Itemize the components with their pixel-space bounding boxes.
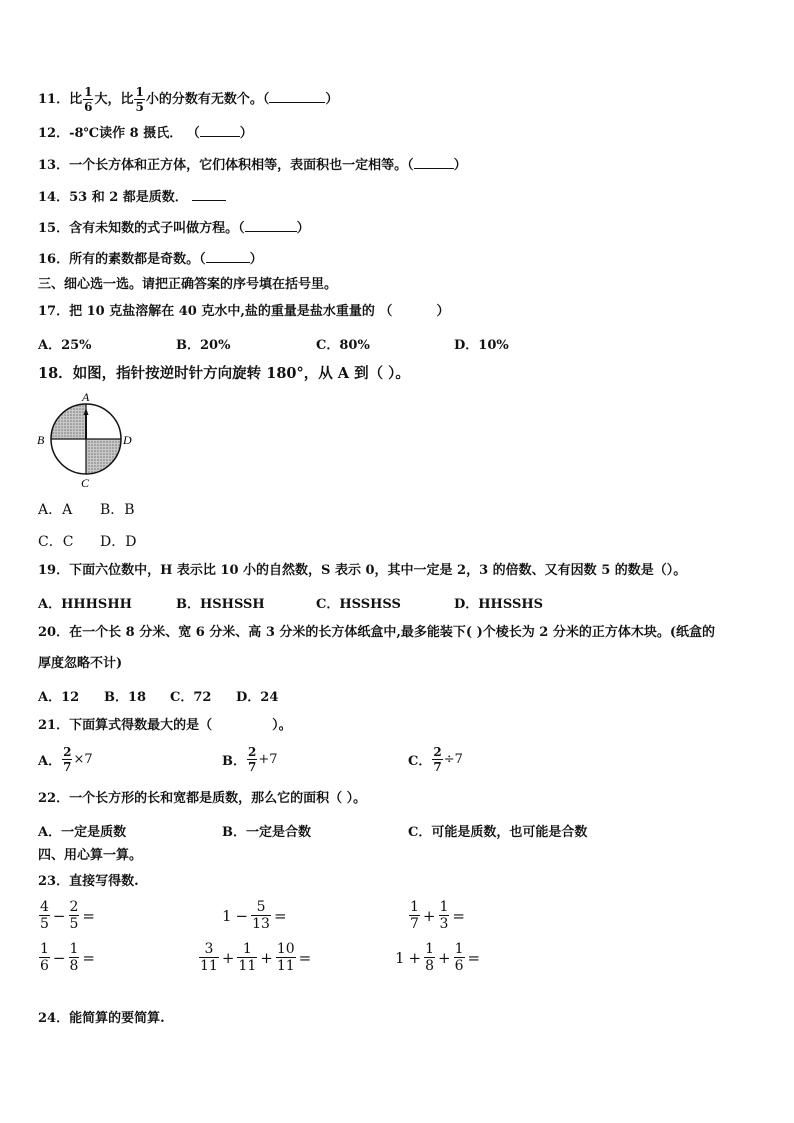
question-24: 24．能简算的要简算. xyxy=(38,1011,165,1026)
expression-3: $\frac{1}{7}$ + $\frac{1}{3}$ = xyxy=(410,899,465,932)
option-a[interactable]: A．12 xyxy=(38,690,80,705)
option-b[interactable]: B．HSHSSH xyxy=(176,597,265,612)
label-c: C xyxy=(81,476,90,490)
question-21: 21．下面算式得数最大的是（ ）。 xyxy=(38,718,292,733)
section-heading-3: 三、细心选一选。请把正确答案的序号填在括号里。 xyxy=(38,277,338,292)
question-23: 23．直接写得数. xyxy=(38,874,139,889)
option-d[interactable]: D．24 xyxy=(236,690,279,705)
option-c[interactable]: C．可能是质数，也可能是合数 xyxy=(408,825,588,840)
expression-6: 1 + $\frac{1}{8}$ + $\frac{1}{6}$ = xyxy=(395,941,481,974)
answer-blank[interactable] xyxy=(192,188,226,201)
option-a[interactable]: A． $\frac{2}{7}$ ×7 xyxy=(38,745,93,774)
question-14: 14．53 和 2 都是质数． xyxy=(38,188,226,207)
question-20-continued: 厚度忽略不计) xyxy=(38,656,123,671)
question-12: 12．-8℃读作 8 摄氏． （ ） xyxy=(38,126,253,141)
expression-1: $\frac{4}{5}$ − $\frac{2}{5}$ = xyxy=(40,899,95,932)
option-c[interactable]: C．80% xyxy=(316,338,370,353)
fraction-two-sevenths: $\frac{2}{7}$ xyxy=(433,745,442,774)
question-number: 11． xyxy=(38,92,70,107)
option-c[interactable]: C．C xyxy=(38,534,74,550)
option-b[interactable]: B．20% xyxy=(176,338,231,353)
fraction-one-fifth: $\frac{1}{5}$ xyxy=(135,85,144,114)
label-a: A xyxy=(82,390,90,404)
option-d[interactable]: D．10% xyxy=(454,338,509,353)
question-13: 13．一个长方体和正方体，它们体积相等，表面积也一定相等。（ ） xyxy=(38,158,467,173)
option-b[interactable]: B． $\frac{2}{7}$ +7 xyxy=(222,745,278,774)
question-20: 20．在一个长 8 分米、宽 6 分米、高 3 分米的长方体纸盒中,最多能装下( )个棱长为 2 分米的正方体木块。(纸盒的 xyxy=(38,625,715,640)
answer-blank[interactable] xyxy=(414,156,454,169)
question-17: 17．把 10 克盐溶解在 40 克水中,盐的重量是盐水重量的 （ ） xyxy=(38,304,450,319)
expression-4: $\frac{1}{6}$ − $\frac{1}{8}$ = xyxy=(40,941,95,974)
expression-5: $\frac{3}{11}$ + $\frac{1}{11}$ + $\frac{10}{11}$ = xyxy=(200,941,312,974)
fraction-one-sixth: $\frac{1}{6}$ xyxy=(84,85,93,114)
section-heading-4: 四、用心算一算。 xyxy=(38,848,143,863)
expression-2: 1 − $\frac{5}{13}$ = xyxy=(222,899,287,932)
fraction-two-sevenths: $\frac{2}{7}$ xyxy=(248,745,257,774)
option-c[interactable]: C．HSSHSS xyxy=(316,597,401,612)
question-15: 15．含有未知数的式子叫做方程。（ ） xyxy=(38,221,310,236)
option-c[interactable]: C．72 xyxy=(170,690,212,705)
option-a[interactable]: A．HHHSHH xyxy=(38,597,132,612)
question-19: 19．下面六位数中，H 表示比 10 小的自然数，S 表示 0，其中一定是 2，3 的倍数、又有因数 5 的数是（）。 xyxy=(38,563,687,578)
option-b[interactable]: B．一定是合数 xyxy=(222,825,311,840)
question-11: 11．比 $\frac{1}{6}$ 大，比 $\frac{1}{5}$ 小的分数有无数个。（ ） xyxy=(38,85,339,114)
answer-blank[interactable] xyxy=(200,124,240,137)
option-b[interactable]: B．18 xyxy=(104,690,147,705)
question-18: 18．如图，指针按逆时针方向旋转 180°，从 A 到（ ）。 xyxy=(38,365,410,382)
answer-blank[interactable] xyxy=(206,250,250,263)
option-d[interactable]: D．D xyxy=(100,534,137,550)
label-b: B xyxy=(37,433,45,447)
answer-blank[interactable] xyxy=(245,219,297,232)
option-c[interactable]: C． $\frac{2}{7}$ ÷7 xyxy=(408,745,463,774)
option-a[interactable]: A．25% xyxy=(38,338,92,353)
rotation-circle-diagram xyxy=(34,390,138,490)
option-b[interactable]: B．B xyxy=(100,502,135,518)
answer-blank[interactable] xyxy=(269,90,325,103)
label-d: D xyxy=(123,433,132,447)
option-d[interactable]: D．HHSSHS xyxy=(454,597,544,612)
question-16: 16．所有的素数都是奇数。（ ） xyxy=(38,252,263,267)
question-22: 22．一个长方形的长和宽都是质数，那么它的面积（ ）。 xyxy=(38,791,367,806)
option-a[interactable]: A．A xyxy=(38,502,73,518)
fraction-two-sevenths: $\frac{2}{7}$ xyxy=(63,745,72,774)
option-a[interactable]: A．一定是质数 xyxy=(38,825,127,840)
